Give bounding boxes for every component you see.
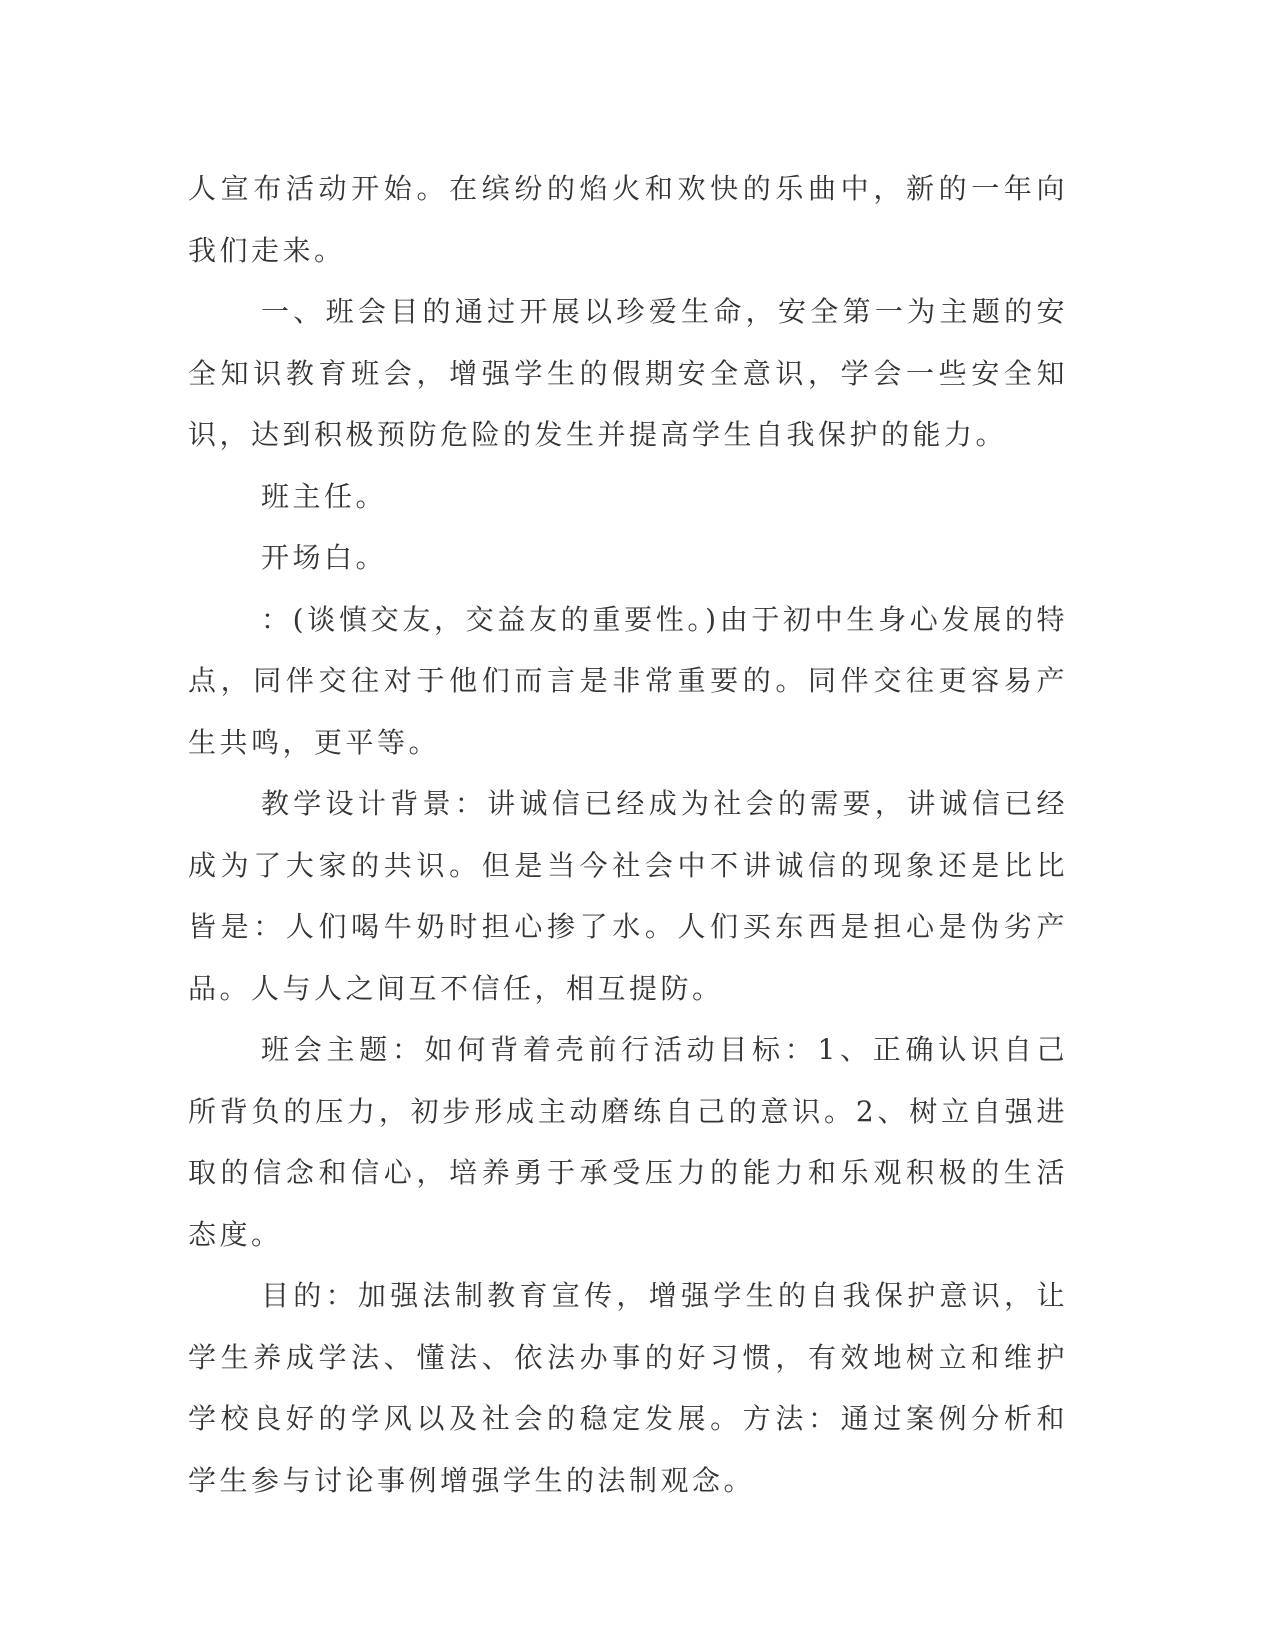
paragraph-class-theme: 班会主题：如何背着壳前行活动目标：1、正确认识自己所背负的压力，初步形成主动磨练自己的意识。2、树立自强进取的信念和信心，培养勇于承受压力的能力和乐观积极的生活态度。: [188, 1033, 1068, 1251]
paragraph-continuation: 人宣布活动开始。在缤纷的焰火和欢快的乐曲中，新的一年向我们走来。: [188, 172, 1068, 267]
paragraph-opening: 开场白。: [261, 541, 388, 574]
paragraph-friendship: ：(谈慎交友，交益友的重要性。)由于初中生身心发展的特点，同伴交往对于他们而言是非常重要的。同伴交往更容易产生共鸣，更平等。: [188, 602, 1068, 759]
document-body: [188, 158, 1068, 1511]
paragraph-head-teacher: 班主任。: [261, 479, 388, 513]
paragraph-teaching-background: 教学设计背景：讲诚信已经成为社会的需要，讲诚信已经成为了大家的共识。但是当今社会中不讲诚信的现象还是比比皆是：人们喝牛奶时担心掺了水。人们买东西是担心是伪劣产品。人与人之间互不信任，相互提防。: [188, 787, 1068, 1005]
paragraph-legal-education: 目的：加强法制教育宣传，增强学生的自我保护意识，让学生养成学法、懂法、依法办事的好习惯，有效地树立和维护学校良好的学风以及社会的稳定发展。方法：通过案例分析和学生参与讨论事例增强学生的法制观念。: [188, 1279, 1068, 1497]
paragraph-class-meeting-purpose: 一、班会目的通过开展以珍爱生命，安全第一为主题的安全知识教育班会，增强学生的假期安全意识，学会一些安全知识，达到积极预防危险的发生并提高学生自我保护的能力。: [188, 295, 1068, 451]
